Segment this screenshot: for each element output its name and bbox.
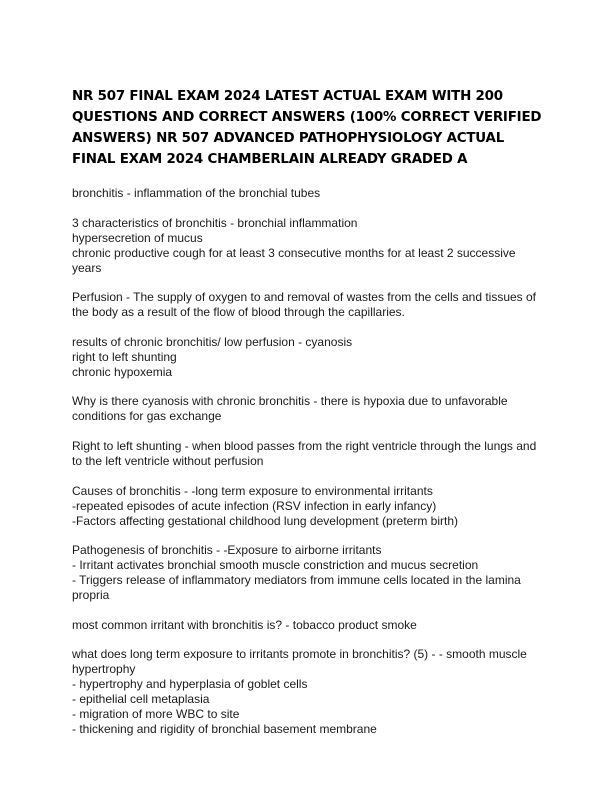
entry-line: - Triggers release of inflammatory mediators from immune cells located in the lamina propria	[72, 573, 521, 603]
entry-line: - epithelial cell metaplasia	[72, 692, 210, 707]
entry-line: Causes of bronchitis - -long term exposure to environmental irritants	[72, 483, 433, 498]
entry-line: Right to left shunting - when blood passes from the right ventricle through the lungs and to the left ventricle without perfusion	[72, 438, 537, 468]
entry-line: results of chronic bronchitis/ low perfusion - cyanosis	[72, 334, 353, 349]
entry-line: - migration of more WBC to site	[72, 707, 240, 722]
entry-line: 3 characteristics of bronchitis - bronchial inflammation	[72, 215, 358, 230]
entry-line: Perfusion - The supply of oxygen to and removal of wastes from the cells and tissues of the body as a result of the flow of blood through the capillaries.	[72, 290, 537, 320]
qa-entry	[72, 335, 544, 380]
entry-line: -Factors affecting gestational childhood lung development (preterm birth)	[72, 513, 458, 528]
qa-entry	[72, 394, 544, 424]
entry-line: - hypertrophy and hyperplasia of goblet cells	[72, 677, 308, 692]
entry-line: chronic hypoxemia	[72, 364, 173, 379]
qa-entry	[72, 290, 544, 320]
entry-line: bronchitis - inflammation of the bronchial tubes	[72, 186, 321, 200]
entry-line: most common irritant with bronchitis is? - tobacco product smoke	[72, 617, 417, 632]
entry-line: -repeated episodes of acute infection (RSV infection in early infancy)	[72, 498, 437, 513]
entry-line: what does long term exposure to irritants promote in bronchitis? (5) - - smooth muscle hypertrophy	[72, 647, 527, 677]
qa-entry	[72, 618, 544, 633]
qa-entry	[72, 484, 544, 529]
entry-line: - thickening and rigidity of bronchial basement membrane	[72, 722, 377, 737]
entry-line: - Irritant activates bronchial smooth muscle constriction and mucus secretion	[72, 558, 479, 573]
entry-line: right to left shunting	[72, 349, 177, 364]
qa-entry	[72, 543, 544, 603]
entry-line: Why is there cyanosis with chronic bronchitis - there is hypoxia due to unfavorable conditions for gas exchange	[72, 394, 508, 424]
entry-line: hypersecretion of mucus	[72, 230, 203, 245]
qa-entry	[72, 439, 544, 469]
document-body	[72, 186, 544, 752]
qa-entry	[72, 647, 544, 737]
qa-entry	[72, 186, 544, 201]
qa-entry	[72, 216, 544, 276]
document-title: NR 507 FINAL EXAM 2024 LATEST ACTUAL EXAM WITH 200 QUESTIONS AND CORRECT ANSWERS (100% CORRECT VERIFIED ANSWERS) NR 507 ADVANCED PATHOPHYSIOLOGY ACTUAL FINAL EXAM 2024 CHAMBERLAIN ALREADY GRADED A	[72, 89, 542, 167]
entry-line: Pathogenesis of bronchitis - -Exposure to airborne irritants	[72, 543, 382, 558]
entry-line: chronic productive cough for at least 3 consecutive months for at least 2 successive years	[72, 245, 516, 275]
